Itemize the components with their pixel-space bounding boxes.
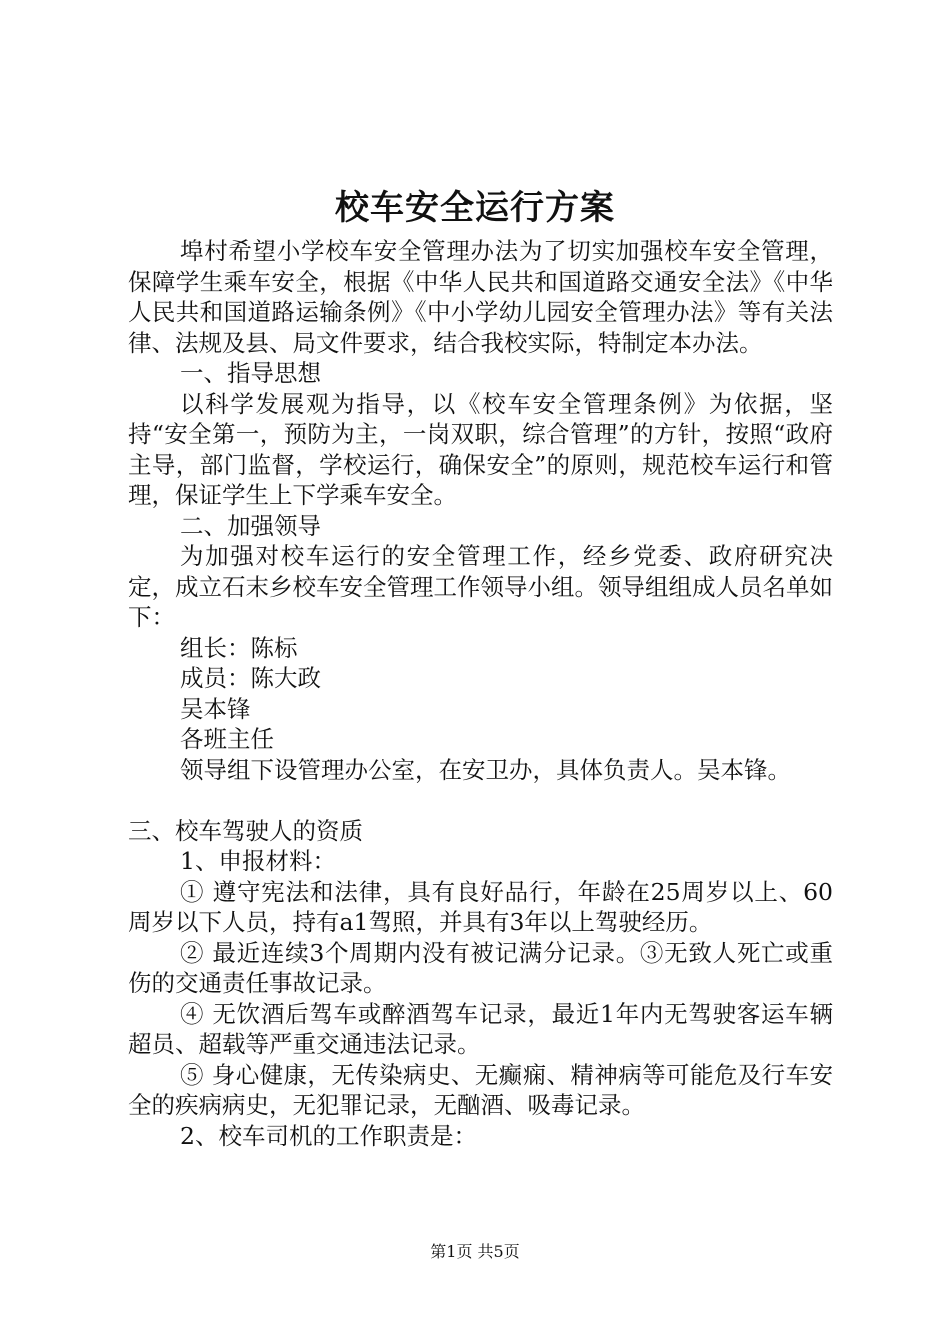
requirement-item: ④ 无饮酒后驾车或醉酒驾车记录，最近1年内无驾驶客运车辆超员、超载等严重交通违法记录。 (128, 999, 833, 1058)
member-line: 各班主任 (180, 725, 274, 753)
requirement-item: ① 遵守宪法和法律，具有良好品行，年龄在25周岁以上、60周岁以下人员，持有a1驾照，并具有3年以上驾驶经历。 (128, 877, 833, 936)
guiding-thought-paragraph: 以科学发展观为指导，以《校车安全管理条例》为依据，坚持“安全第一，预防为主，一岗双职，综合管理”的方针，按照“政府主导，部门监督，学校运行，确保安全”的原则，规范校车运行和管理，保证学生上下学乘车安全。 (128, 389, 833, 509)
intro-paragraph: 埠村希望小学校车安全管理办法为了切实加强校车安全管理，保障学生乘车安全，根据《中华人民共和国道路交通安全法》《中华人民共和国道路运输条例》《中小学幼儿园安全管理办法》等有关法律、法规及县、局文件要求，结合我校实际，特制定本办法。 (128, 237, 833, 357)
member-line: 吴本锋 (180, 694, 251, 723)
leadership-paragraph: 为加强对校车运行的安全管理工作，经乡党委、政府研究决定，成立石末乡校车安全管理工作领导小组。领导组组成人员名单如下： (128, 542, 833, 631)
section-heading-guiding-thought: 一、指导思想 (180, 359, 321, 387)
blank-line (128, 785, 833, 816)
section-heading-driver-qualification: 三、校车驾驶人的资质 (128, 816, 363, 845)
document-body (128, 236, 833, 1151)
office-paragraph: 领导组下设管理办公室，在安卫办，具体负责人。吴本锋。 (180, 755, 791, 784)
subheading-application-materials: 1、申报材料： (180, 847, 336, 875)
page-number-footer: 第1页 共5页 (430, 1242, 520, 1261)
requirement-item: ② 最近连续3个周期内没有被记满分记录。③无致人死亡或重伤的交通责任事故记录。 (128, 938, 833, 997)
members-line: 成员：陈大政 (180, 664, 321, 692)
subheading-driver-duties: 2、校车司机的工作职责是： (180, 1121, 477, 1150)
requirement-item: ⑤ 身心健康，无传染病史、无癫痫、精神病等可能危及行车安全的疾病病史，无犯罪记录，无酗酒、吸毒记录。 (128, 1060, 833, 1119)
document-title: 校车安全运行方案 (335, 188, 615, 228)
section-heading-leadership: 二、加强领导 (180, 511, 321, 540)
leader-line: 组长：陈标 (180, 633, 298, 662)
